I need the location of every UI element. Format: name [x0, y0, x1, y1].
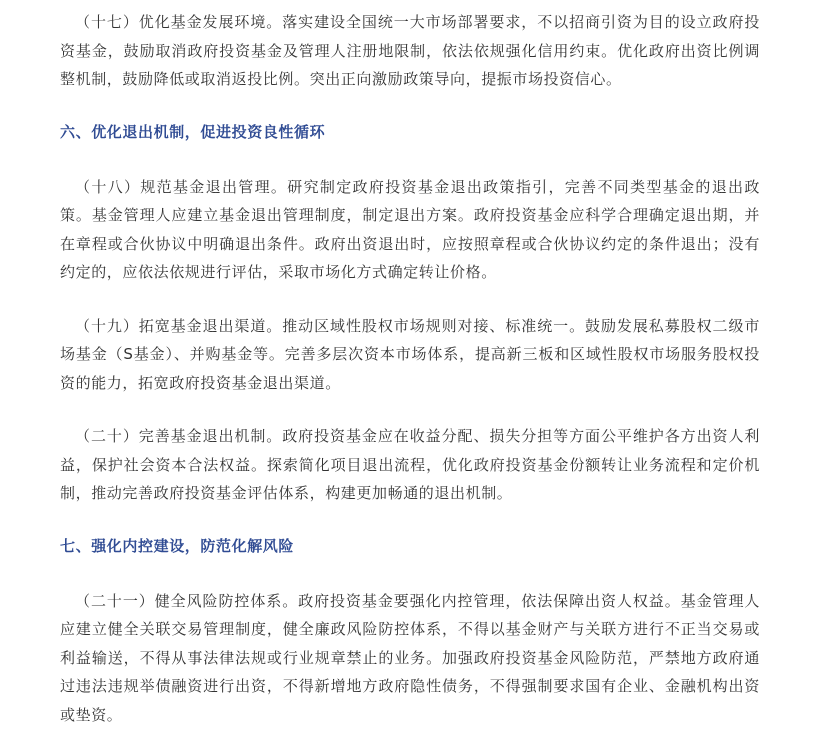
- section-heading-7: 七、强化内控建设，防范化解风险: [60, 532, 760, 560]
- paragraph-spacer: [60, 508, 760, 532]
- paragraph-19: （十九）拓宽基金退出渠道。推动区域性股权市场规则对接、标准统一。鼓励发展私募股权二级市场基金（S基金）、并购基金等。完善多层次资本市场体系，提高新三板和区域性股权市场服务股权投资的能力，拓宽政府投资基金退出渠道。: [60, 312, 760, 398]
- paragraph-spacer: [60, 287, 760, 312]
- paragraph-spacer: [60, 397, 760, 422]
- article-body: [60, 8, 760, 729]
- paragraph-18: （十八）规范基金退出管理。研究制定政府投资基金退出政策指引，完善不同类型基金的退出政策。基金管理人应建立基金退出管理制度，制定退出方案。政府投资基金应科学合理确定退出期，并在章程或合伙协议中明确退出条件。政府出资退出时，应按照章程或合伙协议约定的条件退出；没有约定的，应依法依规进行评估，采取市场化方式确定转让价格。: [60, 173, 760, 287]
- paragraph-spacer: [60, 146, 760, 173]
- paragraph-17: （十七）优化基金发展环境。落实建设全国统一大市场部署要求，不以招商引资为目的设立政府投资基金，鼓励取消政府投资基金及管理人注册地限制，依法依规强化信用约束。优化政府出资比例调整机制，鼓励降低或取消返投比例。突出正向激励政策导向，提振市场投资信心。: [60, 8, 760, 94]
- paragraph-21: （二十一）健全风险防控体系。政府投资基金要强化内控管理，依法保障出资人权益。基金管理人应建立健全关联交易管理制度，健全廉政风险防控体系，不得以基金财产与关联方进行不正当交易或利益输送，不得从事法律法规或行业规章禁止的业务。加强政府投资基金风险防范，严禁地方政府通过违法违规举债融资进行出资，不得新增地方政府隐性债务，不得强制要求国有企业、金融机构出资或垫资。: [60, 587, 760, 729]
- paragraph-spacer: [60, 560, 760, 587]
- paragraph-spacer: [60, 94, 760, 118]
- paragraph-20: （二十）完善基金退出机制。政府投资基金应在收益分配、损失分担等方面公平维护各方出资人利益，保护社会资本合法权益。探索简化项目退出流程，优化政府投资基金份额转让业务流程和定价机制，推动完善政府投资基金评估体系，构建更加畅通的退出机制。: [60, 422, 760, 508]
- section-heading-6: 六、优化退出机制，促进投资良性循环: [60, 118, 760, 146]
